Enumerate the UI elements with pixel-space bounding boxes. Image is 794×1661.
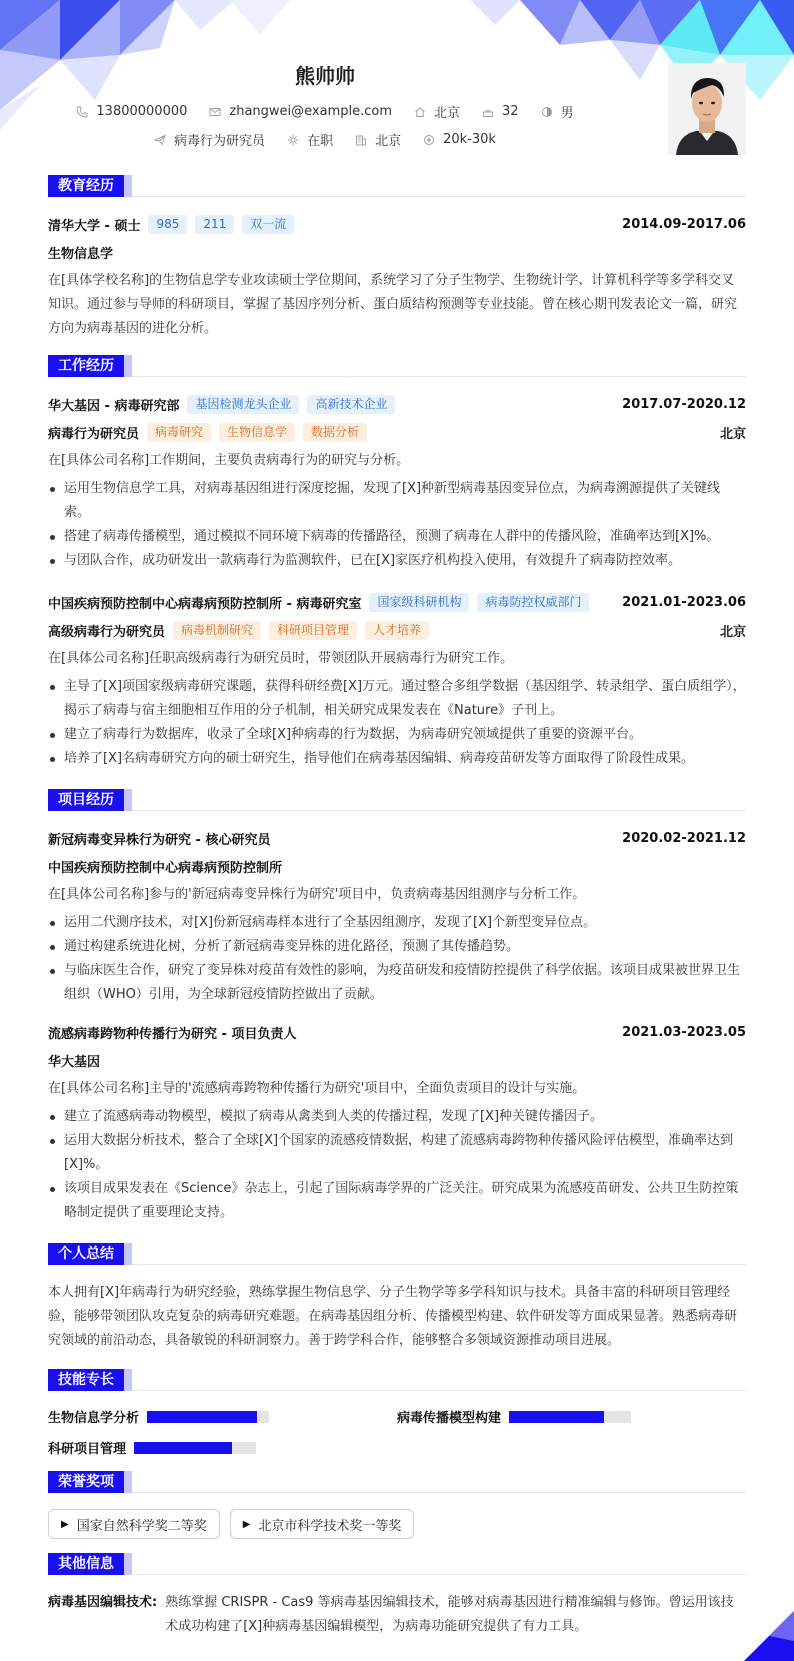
company-name: 华大基因 - 病毒研究部 [48,398,180,414]
status-icon [287,134,299,146]
list-item: 主导了[X]项国家级病毒研究课题，获得科研经费[X]万元。通过整合多组学数据（基因组学、转录组学、蛋白质组学），揭示了病毒与宿主细胞相互作用的分子机制，相关研究成果发表在《Nature》子刊上。 [48,675,746,723]
list-item: 通过构建系统进化树，分析了新冠病毒变异株的进化路径，预测了其传播趋势。 [48,935,746,959]
status-text: 在职 [307,134,334,149]
list-item: 搭建了病毒传播模型，通过模拟不同环境下病毒的传播路径，预测了病毒在人群中的传播风险，准确率达到[X]%。 [48,525,746,549]
list-item: 该项目成果发表在《Science》杂志上，引起了国际病毒学界的广泛关注。研究成果为流感疫苗研发、公共卫生防控策略制定提供了重要理论支持。 [48,1177,746,1225]
salary-text: 20k-30k [443,132,496,147]
school-tag: 211 [195,215,234,234]
role-tag: 人才培养 [365,621,429,640]
email-info [209,102,392,121]
skill-item [48,1438,397,1457]
project-org: 华大基因 [48,1054,101,1070]
summary-section [0,1243,794,1353]
gender-info [541,102,574,121]
work-entry [48,393,746,573]
project-entry [48,1021,746,1225]
summary-text: 本人拥有[X]年病毒行为研究经验，熟练掌握生物信息学、分子生物学等多学科知识与技术。具备丰富的科研项目管理经验，能够带领团队攻克复杂的病毒研究难题。在病毒基因组分析、传播模型构建、软件研发等方面成果显著。熟悉病毒研究领域的前沿动态，具备敏锐的科研洞察力。善于跨学科合作，能够整合多领域资源推动项目进展。 [48,1285,738,1348]
company-name: 中国疾病预防控制中心病毒病预防控制所 - 病毒研究室 [48,596,362,612]
skills-title: 技能专长 [48,1369,124,1391]
work-date: 2021.01-2023.06 [622,594,746,610]
section-divider [48,376,746,377]
project-intro: 在[具体公司名称]主导的'流感病毒跨物种传播行为研究'项目中，全面负责项目的设计与实施。 [48,1081,586,1096]
awards-title: 荣誉奖项 [48,1471,124,1493]
skill-bar [509,1411,631,1423]
work-entry [48,591,746,771]
work-city: 北京 [719,426,746,442]
list-item: 与临床医生合作，研究了变异株对疫苗有效性的影响，为疫苗研发和疫情防控提供了科学依据。该项目成果被世界卫生组织（WHO）引用，为全球新冠疫情防控做出了贡献。 [48,959,746,1007]
awards-list [48,1509,746,1539]
skill-level [509,1411,604,1423]
project-name: 流感病毒跨物种传播行为研究 - 项目负责人 [48,1026,297,1042]
mail-icon [209,106,221,118]
award-item [48,1509,220,1539]
other-title: 其他信息 [48,1553,124,1575]
avatar [668,63,746,155]
position-info [154,130,265,149]
major-row [48,241,746,263]
project-entry [48,827,746,1007]
skill-name: 科研项目管理 [48,1442,127,1457]
project-date: 2020.02-2021.12 [622,830,746,846]
education-section [0,175,794,341]
email-text: zhangwei@example.com [229,104,393,119]
company-tag: 国家级科研机构 [369,593,469,612]
skills-heading [48,1369,746,1391]
list-item: 建立了流感病毒动物模型，模拟了病毒从禽类到人类的传播过程，发现了[X]种关键传播因子。 [48,1105,746,1129]
project-name: 新冠病毒变异株行为研究 - 核心研究员 [48,832,271,848]
section-divider [48,810,746,811]
project-bullets [48,1105,746,1225]
list-item: 运用二代测序技术，对[X]份新冠病毒样本进行了全基因组测序，发现了[X]个新型变异位点。 [48,911,746,935]
gender-icon [541,106,553,118]
skill-level [147,1411,257,1423]
section-divider [48,1492,746,1493]
gender-text: 男 [560,106,574,121]
skill-item [397,1407,746,1426]
other-section [0,1553,794,1639]
education-heading [48,175,746,197]
other-value: 熟练掌握 CRISPR - Cas9 等病毒基因编辑技术，能够对病毒基因进行精准编辑与修饰。曾运用该技术成功构建了[X]种病毒基因编辑模型，为病毒功能研究提供了有力工具。 [165,1595,734,1634]
role-tag: 生物信息学 [219,423,295,442]
skill-name: 病毒传播模型构建 [397,1411,502,1426]
company-tag: 基因检测龙头企业 [187,395,299,414]
section-divider [48,1390,746,1391]
skills-section [0,1369,794,1457]
summary-heading [48,1243,746,1265]
candidate-name: 熊帅帅 [295,64,355,88]
age-icon [482,106,494,118]
work-heading [48,355,746,377]
education-title: 教育经历 [48,175,124,197]
skill-name: 生物信息学分析 [48,1411,140,1426]
list-item: 建立了病毒行为数据库，收录了全球[X]种病毒的行为数据，为病毒研究领域提供了重要的资源平台。 [48,723,746,747]
award-name: 北京市科学技术奖一等奖 [258,1518,402,1534]
work-bullets [48,477,746,573]
position-text: 病毒行为研究员 [174,134,266,149]
building-icon [355,134,367,146]
skill-level [134,1442,232,1454]
project-date: 2021.03-2023.05 [622,1024,746,1040]
contact-row [0,102,650,121]
role-tag: 病毒研究 [147,423,211,442]
section-divider [48,196,746,197]
work-date: 2017.07-2020.12 [622,396,746,412]
summary-title: 个人总结 [48,1243,124,1265]
age-info [482,102,519,121]
send-icon [154,134,166,146]
age-text: 32 [502,104,519,119]
status-info [287,130,333,149]
project-section [0,789,794,1225]
work-city-info [355,130,401,149]
work-intro: 在[具体公司名称]工作期间，主要负责病毒行为的研究与分析。 [48,453,410,468]
list-item: 运用生物信息学工具，对病毒基因组进行深度挖掘，发现了[X]种新型病毒基因变异位点，为病毒溯源提供了关键线索。 [48,477,746,525]
skill-bar [134,1442,256,1454]
work-bullets [48,675,746,771]
project-title: 项目经历 [48,789,124,811]
school-name: 清华大学 - 硕士 [48,218,141,234]
skill-bar [147,1411,269,1423]
list-item: 与团队合作，成功研发出一款病毒行为监测软件，已在[X]家医疗机构投入使用，有效提升了病毒防控效率。 [48,549,746,573]
phone-icon [76,106,88,118]
work-city: 北京 [719,624,746,640]
list-item: 运用大数据分析技术，整合了全球[X]个国家的流感疫情数据，构建了流感病毒跨物种传播风险评估模型，准确率达到[X]%。 [48,1129,746,1177]
city-info [414,102,460,121]
major-name: 生物信息学 [48,246,114,262]
awards-heading [48,1471,746,1493]
phone-text: 13800000000 [96,104,188,119]
section-divider [48,1264,746,1265]
resume-header [0,0,794,175]
other-item [48,1591,746,1639]
work-intro: 在[具体公司名称]任职高级病毒行为研究员时，带领团队开展病毒行为研究工作。 [48,651,514,666]
work-title: 工作经历 [48,355,124,377]
skills-grid [48,1407,746,1457]
award-name: 国家自然科学奖二等奖 [76,1518,207,1534]
school-tag: 双一流 [242,215,294,234]
other-key: 病毒基因编辑技术: [48,1595,158,1610]
job-role: 病毒行为研究员 [48,426,140,442]
awards-section [0,1471,794,1539]
phone-info [76,102,187,121]
city-text: 北京 [434,106,461,121]
role-tag: 病毒机制研究 [173,621,261,640]
school-tag: 985 [148,215,187,234]
job-role: 高级病毒行为研究员 [48,624,166,640]
role-tag: 数据分析 [303,423,367,442]
award-item [230,1509,415,1539]
project-intro: 在[具体公司名称]参与的'新冠病毒变异株行为研究'项目中，负责病毒基因组测序与分析工作。 [48,887,586,902]
skill-item [48,1407,397,1426]
education-date: 2014.09-2017.06 [622,216,746,232]
job-intent-row [0,130,650,149]
education-row [48,213,746,235]
company-tag: 高新技术企业 [307,395,395,414]
salary-icon [423,134,435,146]
work-section [0,355,794,771]
work-city-text: 北京 [375,134,402,149]
section-divider [48,1574,746,1575]
role-tag: 科研项目管理 [269,621,357,640]
avatar-portrait [668,63,746,155]
project-org: 中国疾病预防控制中心病毒病预防控制所 [48,860,283,876]
play-icon: ▶ [242,1518,251,1530]
other-heading [48,1553,746,1575]
project-bullets [48,911,746,1007]
salary-info [423,130,496,149]
play-icon: ▶ [61,1518,69,1530]
company-tag: 病毒防控权威部门 [477,593,589,612]
education-description: 在[具体学校名称]的生物信息学专业攻读硕士学位期间，系统学习了分子生物学、生物统计学、计算机科学等多学科交叉知识。通过参与导师的科研项目，掌握了基因序列分析、蛋白质结构预测等专业技能。曾在核心期刊发表论文一篇，研究方向为病毒基因的进化分析。 [48,273,738,336]
home-icon [414,106,426,118]
list-item: 培养了[X]名病毒研究方向的硕士研究生，指导他们在病毒基因编辑、病毒疫苗研发等方面取得了阶段性成果。 [48,747,746,771]
project-heading [48,789,746,811]
